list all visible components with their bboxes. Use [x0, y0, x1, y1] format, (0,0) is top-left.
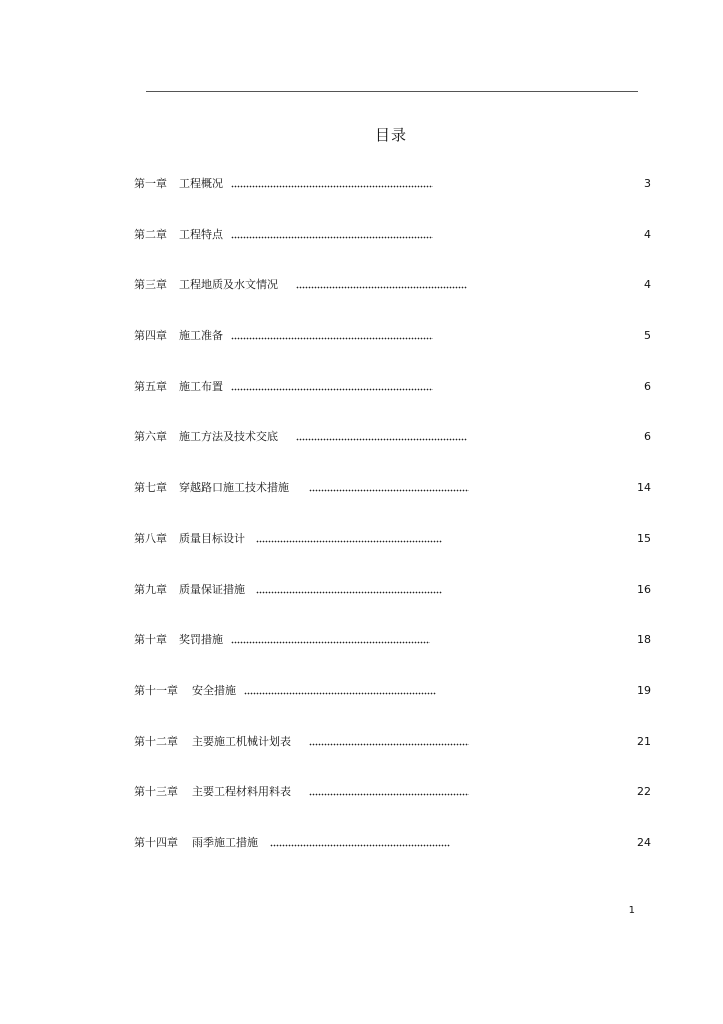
toc-chapter-label: 第六章	[134, 430, 167, 444]
toc-chapter-name: 主要工程材料用料表	[192, 785, 291, 799]
toc-page-number: 19	[637, 683, 651, 697]
toc-page-number: 16	[637, 582, 651, 596]
toc-chapter-name: 质量目标设计	[179, 531, 245, 545]
toc-page-number: 4	[644, 227, 651, 241]
toc-page-number: 4	[644, 278, 651, 292]
toc-leader-dots	[309, 738, 469, 746]
toc-entry[interactable]	[134, 835, 651, 886]
toc-entry[interactable]	[134, 227, 651, 278]
toc-entry[interactable]	[134, 632, 651, 683]
toc-entry[interactable]	[134, 328, 651, 379]
toc-page-number: 3	[644, 177, 651, 190]
toc-chapter-name: 质量保证措施	[179, 582, 245, 596]
toc-chapter-name: 工程特点	[179, 227, 223, 241]
toc-chapter-label: 第八章	[134, 531, 167, 545]
toc-chapter-name: 施工方法及技术交底	[179, 430, 278, 444]
toc-chapter-name: 奖罚措施	[179, 633, 223, 647]
toc-leader-dots	[270, 839, 450, 847]
toc-leader-dots	[256, 535, 442, 543]
toc-chapter-name: 雨季施工措施	[192, 835, 258, 849]
toc-chapter-name: 施工准备	[179, 329, 223, 343]
toc-leader-dots	[231, 231, 433, 239]
toc-chapter-label: 第七章	[134, 481, 167, 495]
toc-page-number: 22	[637, 785, 651, 799]
toc-page-number: 15	[637, 531, 651, 545]
toc-leader-dots	[231, 180, 433, 188]
toc-chapter-label: 第十四章	[134, 835, 178, 849]
toc-page-number: 18	[637, 633, 651, 647]
toc-leader-dots	[231, 636, 430, 644]
toc-entry[interactable]	[134, 734, 651, 785]
toc-entry[interactable]	[134, 683, 651, 734]
table-of-contents	[134, 176, 651, 886]
toc-entry[interactable]	[134, 379, 651, 430]
toc-chapter-label: 第二章	[134, 227, 167, 241]
toc-chapter-name: 安全措施	[192, 683, 236, 697]
toc-leader-dots	[296, 281, 467, 289]
toc-entry[interactable]	[134, 784, 651, 835]
page-number: 1	[628, 905, 635, 916]
toc-leader-dots	[309, 484, 469, 492]
toc-page-number: 24	[637, 835, 651, 849]
toc-entry[interactable]	[134, 531, 651, 582]
toc-chapter-name: 穿越路口施工技术措施	[179, 481, 289, 495]
toc-chapter-label: 第五章	[134, 379, 167, 393]
toc-page-number: 6	[644, 430, 651, 444]
toc-entry[interactable]	[134, 582, 651, 633]
toc-page-number: 21	[637, 734, 651, 748]
toc-chapter-label: 第一章	[134, 177, 167, 190]
toc-chapter-name: 主要施工机械计划表	[192, 734, 291, 748]
header-rule	[146, 91, 638, 92]
toc-chapter-name: 工程地质及水文情况	[179, 278, 278, 292]
toc-chapter-label: 第十三章	[134, 785, 178, 799]
toc-chapter-label: 第四章	[134, 329, 167, 343]
toc-page-number: 14	[637, 481, 651, 495]
toc-chapter-name: 工程概况	[179, 177, 223, 190]
toc-entry[interactable]	[134, 480, 651, 531]
toc-title: 目录	[374, 126, 407, 144]
toc-entry[interactable]	[134, 429, 651, 480]
toc-leader-dots	[231, 332, 433, 340]
toc-leader-dots	[244, 687, 436, 695]
toc-leader-dots	[309, 788, 469, 796]
toc-chapter-name: 施工布置	[179, 379, 223, 393]
toc-chapter-label: 第九章	[134, 582, 167, 596]
toc-chapter-label: 第十章	[134, 633, 167, 647]
toc-chapter-label: 第十一章	[134, 683, 178, 697]
toc-page-number: 6	[644, 379, 651, 393]
toc-chapter-label: 第三章	[134, 278, 167, 292]
toc-leader-dots	[296, 433, 467, 441]
toc-leader-dots	[256, 586, 442, 594]
toc-page-number: 5	[644, 329, 651, 343]
toc-chapter-label: 第十二章	[134, 734, 178, 748]
toc-entry[interactable]	[134, 277, 651, 328]
toc-leader-dots	[231, 383, 433, 391]
toc-entry[interactable]	[134, 176, 651, 227]
